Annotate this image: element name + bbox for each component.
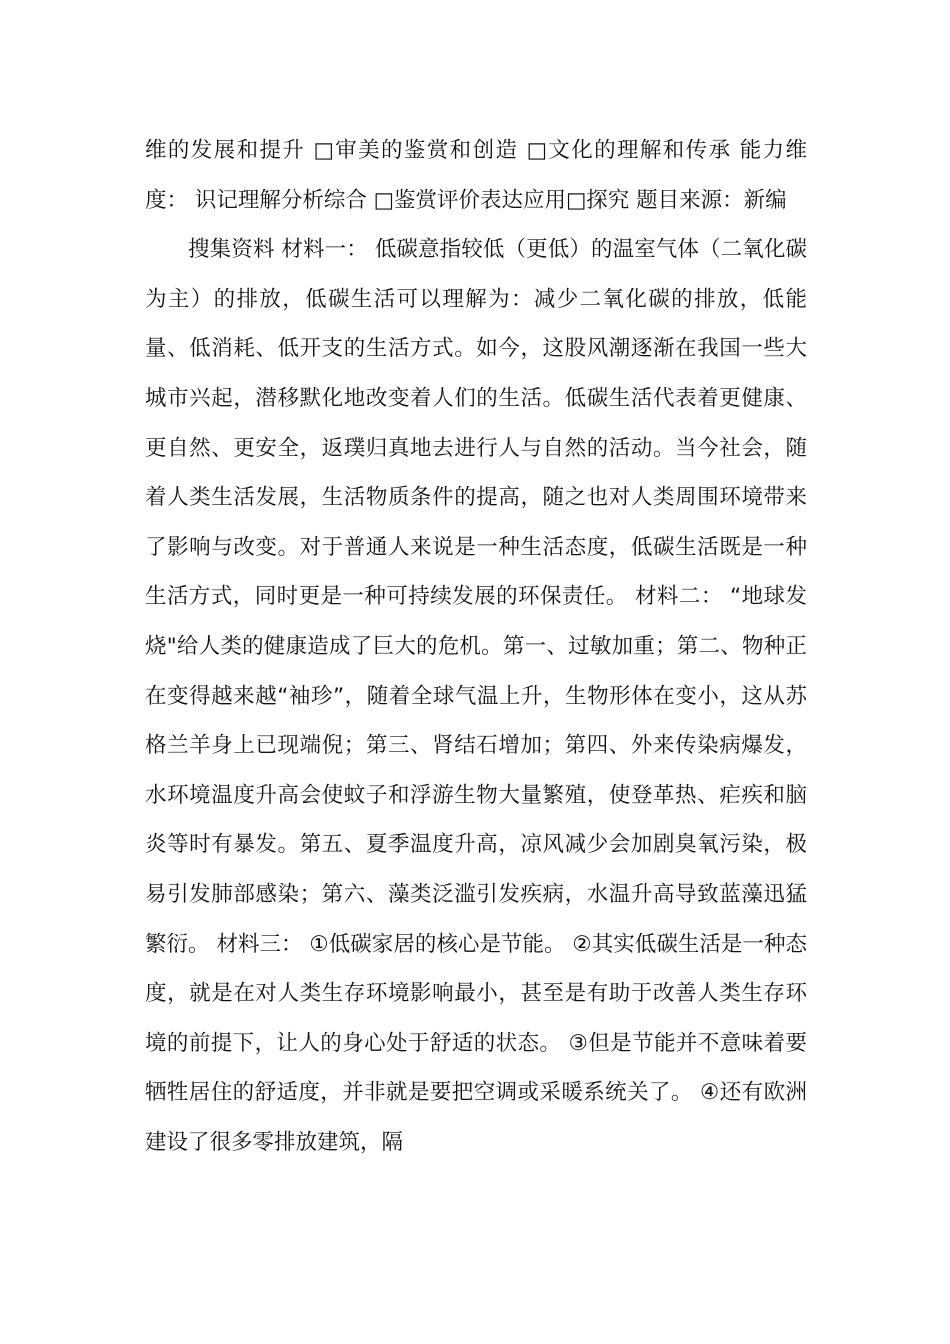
materials-paragraph: 搜集资料 材料一： 低碳意指较低（更低）的温室气体（二氧化碳为主）的排放，低碳生活可以理解为：减少二氧化碳的排放，低能量、低消耗、低开支的生活方式。如今，这股风潮逐渐在我国一些大城市兴起，潜移默化地改变着人们的生活。低碳生活代表着更健康、更自然、更安全，返璞归真地去进行人与自然的活动。当今社会，随着人类生活发展，生活物质条件的提高，随之也对人类周围环境带来了影响与改变。对于普通人来说是一种生活态度，低碳生活既是一种生活方式，同时更是一种可持续发展的环保责任。 材料二： “地球发烧"给人类的健康造成了巨大的危机。第一、过敏加重；第二、物种正在变得越来越“袖珍”，随着全球气温上升，生物形体在变小，这从苏格兰羊身上已现端倪；第三、肾结石增加；第四、外来传染病爆发，水环境温度升高会使蚊子和浮游生物大量繁殖，使登革热、疟疾和脑炎等时有暴发。第五、夏季温度升高，凉风减少会加剧臭氧污染，极易引发肺部感染；第六、藻类泛滥引发疾病，水温升高导致蓝藻迅猛繁衍。 材料三： ①低碳家居的核心是节能。 ②其实低碳生活是一种态度，就是在对人类生存环境影响最小，甚至是有助于改善人类生存环境的前提下，让人的身心处于舒适的状态。 ③但是节能并不意味着要牺牲居住的舒适度，并非就是要把空调或采暖系统关了。 ④还有欧洲建设了很多零排放建筑，隔 <box>145 237 807 1155</box>
meta-paragraph: 维的发展和提升 □审美的鉴赏和创造 □文化的理解和传承 能力维度： 识记理解分析综合 □鉴赏评价表达应用□探究 题目来源：新编 <box>145 138 807 213</box>
document-page <box>145 126 807 1167</box>
